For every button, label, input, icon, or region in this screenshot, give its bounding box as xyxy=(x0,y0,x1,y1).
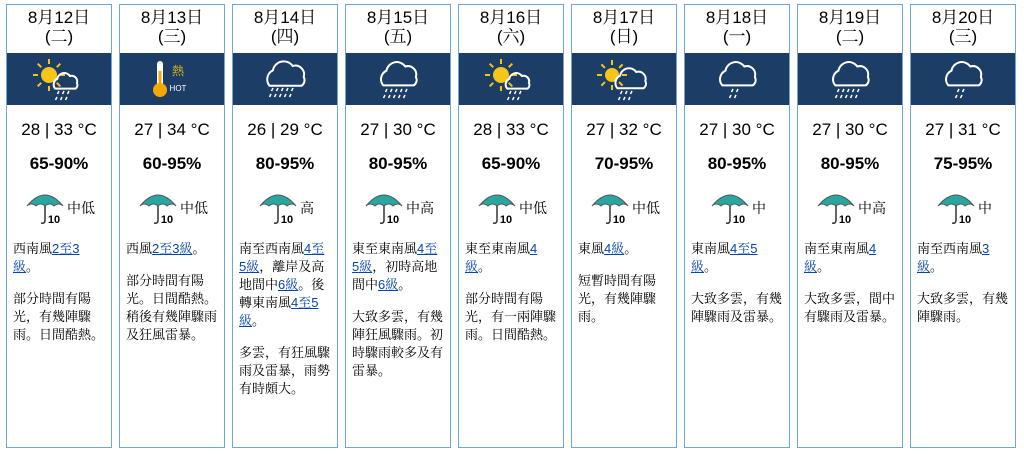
temperature-range: 28 | 33 °C xyxy=(21,120,97,139)
svg-text:10: 10 xyxy=(499,214,513,226)
wind-text: 南至西南風 xyxy=(239,241,305,256)
date-label: 8月13日 xyxy=(140,8,204,27)
rain-probability xyxy=(7,190,111,226)
weather-description: 大致多雲，有幾陣驟雨。 xyxy=(917,291,1009,324)
wind-force-link[interactable]: 級 xyxy=(13,259,27,274)
sunny-periods-showers-icon xyxy=(31,57,87,101)
wind-force-link[interactable]: 4至5級 xyxy=(352,241,438,274)
wind-forecast xyxy=(798,240,902,276)
wind-text: 東至東南風 xyxy=(465,241,531,256)
umbrella-icon xyxy=(814,190,858,226)
weekday-label: (三) xyxy=(157,27,187,46)
rain-probability-level: 中低 xyxy=(67,200,95,216)
forecast-day-card xyxy=(6,4,112,448)
wind-text: 東至東南風 xyxy=(352,241,418,256)
svg-text:10: 10 xyxy=(612,214,626,226)
weather-description: 部分時間有陽光，有一兩陣驟雨。日間酷熱。 xyxy=(465,291,557,342)
wind-forecast xyxy=(346,240,450,294)
rain-probability-level: 中高 xyxy=(406,200,434,216)
wind-force-link[interactable]: 2至3 xyxy=(52,241,80,256)
date-label: 8月18日 xyxy=(705,8,769,27)
forecast-date xyxy=(120,5,224,53)
temperature-range: 26 | 29 °C xyxy=(247,120,323,139)
umbrella-icon xyxy=(588,190,632,226)
wind-text: 。 xyxy=(817,259,831,274)
svg-text:熱: 熱 xyxy=(171,64,185,78)
hot-icon xyxy=(144,57,200,101)
weather-description: 大致多雲，有幾陣驟雨及雷暴。 xyxy=(691,291,783,324)
wind-text: 。 xyxy=(252,313,266,328)
weather-icon-bar xyxy=(233,53,337,105)
sunny-periods-showers-icon xyxy=(483,57,539,101)
wind-text: 。 xyxy=(478,259,492,274)
forecast-day-card xyxy=(119,4,225,448)
weekday-label: (日) xyxy=(609,27,639,46)
forecast-day-card xyxy=(910,4,1016,448)
umbrella-icon xyxy=(708,190,752,226)
weekday-label: (三) xyxy=(948,27,978,46)
forecast-date xyxy=(346,5,450,53)
wind-force-link[interactable]: 2至3級 xyxy=(152,241,193,256)
sunny-intervals-showers-icon xyxy=(596,57,652,101)
weekday-label: (六) xyxy=(496,27,526,46)
rain-probability-level: 中低 xyxy=(632,200,660,216)
wind-text: ，離岸及高地間中 xyxy=(239,259,325,292)
forecast-day-card xyxy=(458,4,564,448)
wind-text: 。 xyxy=(398,277,412,292)
weather-icon-bar xyxy=(798,53,902,105)
weather-icon-bar xyxy=(346,53,450,105)
forecast-day-card xyxy=(684,4,790,448)
temperature-range: 28 | 33 °C xyxy=(473,120,549,139)
svg-text:10: 10 xyxy=(47,214,61,226)
wind-force-link[interactable]: 4級 xyxy=(604,241,625,256)
date-label: 8月14日 xyxy=(253,8,317,27)
rain-probability xyxy=(798,190,902,226)
wind-forecast xyxy=(7,240,111,276)
rain-probability xyxy=(233,190,337,226)
wind-text: 西南風 xyxy=(13,241,53,256)
rain-probability-level: 中 xyxy=(978,200,992,216)
humidity-range: 80-95% xyxy=(820,154,880,173)
humidity-range: 80-95% xyxy=(707,154,767,173)
showers-icon xyxy=(822,57,878,101)
temperature-range: 27 | 30 °C xyxy=(360,120,436,139)
wind-force-link[interactable]: 4至5級 xyxy=(239,241,325,274)
light-rain-icon xyxy=(935,57,991,101)
forecast-date xyxy=(911,5,1015,53)
wind-text: 。 xyxy=(930,259,944,274)
umbrella-icon xyxy=(475,190,519,226)
temperature-range: 27 | 31 °C xyxy=(925,120,1001,139)
heavy-showers-icon xyxy=(257,57,313,101)
forecast-date xyxy=(572,5,676,53)
wind-force-link[interactable]: 6級 xyxy=(378,277,399,292)
umbrella-icon xyxy=(934,190,978,226)
forecast-day-card xyxy=(232,4,338,448)
wind-forecast xyxy=(120,240,224,258)
rain-probability-level: 中 xyxy=(752,200,766,216)
rain-probability-level: 中高 xyxy=(858,200,886,216)
wind-text: 。 xyxy=(192,241,206,256)
weather-icon-bar xyxy=(685,53,789,105)
showers-icon xyxy=(370,57,426,101)
date-label: 8月20日 xyxy=(931,8,995,27)
weather-description: 短暫時間有陽光，有幾陣驟雨。 xyxy=(578,273,657,324)
rain-probability xyxy=(346,190,450,226)
svg-text:10: 10 xyxy=(838,214,852,226)
forecast-day-card xyxy=(797,4,903,448)
forecast-date xyxy=(798,5,902,53)
wind-text: 。 xyxy=(26,259,40,274)
weather-icon-bar xyxy=(572,53,676,105)
date-label: 8月16日 xyxy=(479,8,543,27)
forecast-day-card xyxy=(571,4,677,448)
forecast-date xyxy=(7,5,111,53)
rain-probability-level: 高 xyxy=(300,200,314,216)
wind-forecast xyxy=(572,240,676,258)
weekday-label: (一) xyxy=(722,27,752,46)
date-label: 8月15日 xyxy=(366,8,430,27)
wind-text: 。 xyxy=(704,259,718,274)
weather-description: 部分時間有陽光。日間酷熱。稍後有幾陣驟雨及狂風雷暴。 xyxy=(126,273,218,342)
wind-text: 西風 xyxy=(126,241,153,256)
date-label: 8月12日 xyxy=(27,8,91,27)
rain-probability xyxy=(120,190,224,226)
date-label: 8月17日 xyxy=(592,8,656,27)
weekday-label: (二) xyxy=(44,27,74,46)
humidity-range: 65-90% xyxy=(29,154,89,173)
wind-force-link[interactable]: 6級 xyxy=(278,277,299,292)
wind-text: 南至東南風 xyxy=(804,241,870,256)
weather-description: 大致多雲，有幾陣狂風驟雨。初時驟雨較多及有雷暴。 xyxy=(352,309,444,378)
weather-description: 部分時間有陽光，有幾陣驟雨。日間酷熱。 xyxy=(13,291,105,342)
date-label: 8月19日 xyxy=(818,8,882,27)
weather-icon-bar xyxy=(120,53,224,105)
temperature-range: 27 | 32 °C xyxy=(586,120,662,139)
svg-text:10: 10 xyxy=(280,214,294,226)
weather-description: 大致多雲，間中有驟雨及雷暴。 xyxy=(804,291,896,324)
svg-text:HOT: HOT xyxy=(169,84,187,93)
forecast-day-card xyxy=(345,4,451,448)
umbrella-icon xyxy=(136,190,180,226)
weekday-label: (四) xyxy=(270,27,300,46)
wind-text: 南至西南風 xyxy=(917,241,983,256)
light-rain-icon xyxy=(709,57,765,101)
temperature-range: 27 | 30 °C xyxy=(812,120,888,139)
wind-forecast xyxy=(233,240,337,330)
forecast-date xyxy=(685,5,789,53)
wind-forecast xyxy=(685,240,789,276)
wind-forecast xyxy=(911,240,1015,276)
wind-text: 東南風 xyxy=(691,241,731,256)
forecast-date xyxy=(233,5,337,53)
weather-icon-bar xyxy=(911,53,1015,105)
wind-text: ，初時高地間中 xyxy=(352,259,438,292)
wind-forecast xyxy=(459,240,563,276)
weekday-label: (五) xyxy=(383,27,413,46)
weather-description: 多雲，有狂風驟雨及雷暴，雨勢有時頗大。 xyxy=(239,345,331,396)
forecast-date xyxy=(459,5,563,53)
rain-probability-level: 中低 xyxy=(519,200,547,216)
rain-probability-level: 中低 xyxy=(180,200,208,216)
humidity-range: 60-95% xyxy=(142,154,202,173)
wind-force-link[interactable]: 4級 xyxy=(465,241,538,274)
rain-probability xyxy=(572,190,676,226)
humidity-range: 70-95% xyxy=(594,154,654,173)
humidity-range: 65-90% xyxy=(481,154,541,173)
weather-icon-bar xyxy=(459,53,563,105)
humidity-range: 80-95% xyxy=(368,154,428,173)
wind-force-link[interactable]: 4至5級 xyxy=(239,295,319,328)
svg-text:10: 10 xyxy=(732,214,746,226)
weekday-label: (二) xyxy=(835,27,865,46)
temperature-range: 27 | 34 °C xyxy=(134,120,210,139)
rain-probability xyxy=(459,190,563,226)
umbrella-icon xyxy=(362,190,406,226)
wind-force-link[interactable]: 4至5級 xyxy=(691,241,758,274)
weather-icon-bar xyxy=(7,53,111,105)
humidity-range: 80-95% xyxy=(255,154,315,173)
humidity-range: 75-95% xyxy=(933,154,993,173)
temperature-range: 27 | 30 °C xyxy=(699,120,775,139)
wind-text: 東風 xyxy=(578,241,605,256)
rain-probability xyxy=(685,190,789,226)
umbrella-icon xyxy=(23,190,67,226)
wind-text: 。 xyxy=(624,241,638,256)
wind-force-link[interactable]: 3級 xyxy=(917,241,990,274)
wind-force-link[interactable]: 4級 xyxy=(804,241,877,274)
umbrella-icon xyxy=(256,190,300,226)
wind-text: 。後轉東南風 xyxy=(239,277,325,310)
rain-probability xyxy=(911,190,1015,226)
svg-text:10: 10 xyxy=(160,214,174,226)
svg-text:10: 10 xyxy=(386,214,400,226)
svg-text:10: 10 xyxy=(958,214,972,226)
